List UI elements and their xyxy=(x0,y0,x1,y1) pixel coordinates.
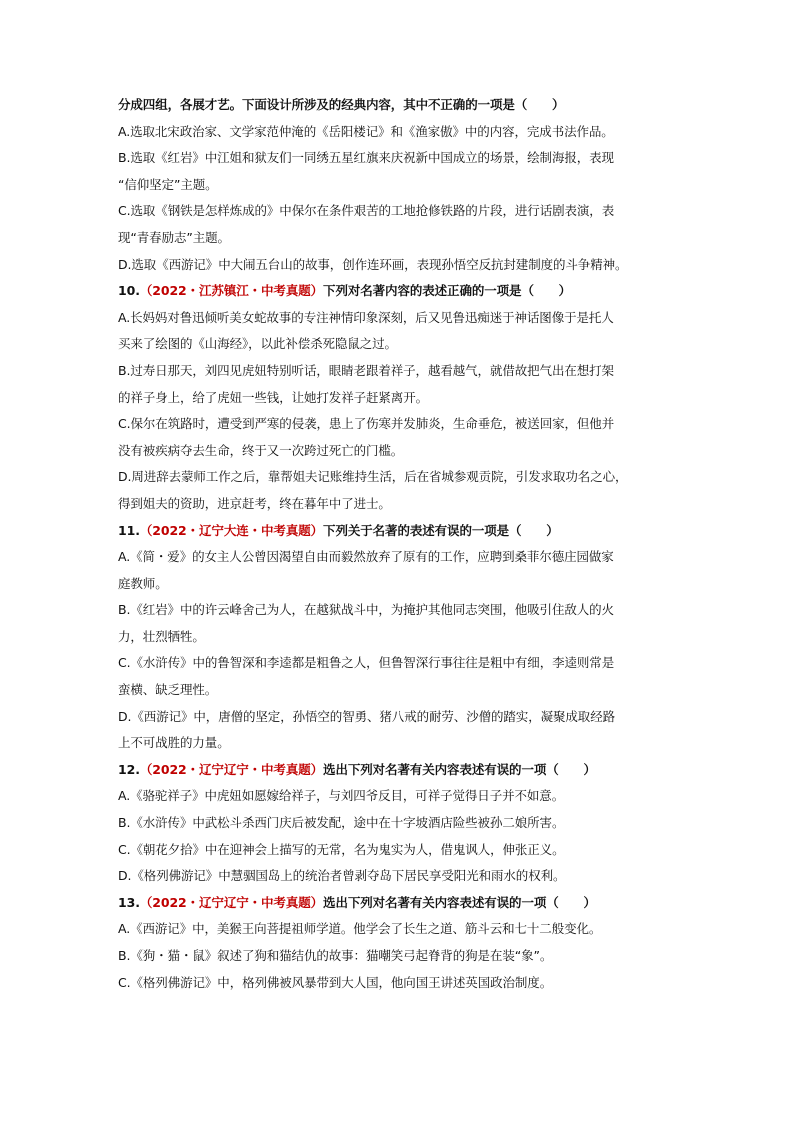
question-10-option-b-line2: 的祥子身上，给了虎妞一些钱，让她打发祥子赶紧离开。 xyxy=(118,389,429,405)
question-11-option-a-line2: 庭教师。 xyxy=(118,575,168,591)
question-source: （2022・辽宁辽宁・中考真题） xyxy=(139,894,324,910)
question-stem: 选出下列对名著有关内容表述有误的一项（ ） xyxy=(323,761,596,777)
question-9-option-a: A.选取北宋政治家、文学家范仲淹的《岳阳楼记》和《渔家傲》中的内容，完成书法作品。 xyxy=(118,123,614,139)
question-10-option-c-line2: 没有被疾病夺去生命，终于又一次跨过死亡的门槛。 xyxy=(118,442,404,458)
question-stem: 下列关于名著的表述有误的一项是（ ） xyxy=(323,522,559,538)
question-11-option-d-line2: 上不可战胜的力量。 xyxy=(118,735,230,751)
question-10-option-b-line1: B.过寿日那天，刘四见虎妞特别听话，眼睛老跟着祥子，越看越气，就借故把气出在想打架 xyxy=(118,362,614,378)
question-13-option-b: B.《狗・猫・鼠》叙述了狗和猫结仇的故事：猫嘲笑弓起脊背的狗是在装“象”。 xyxy=(118,948,553,963)
question-13-option-c: C.《格列佛游记》中，格列佛被风暴带到大人国，他向国王讲述英国政治制度。 xyxy=(118,974,553,990)
question-13-option-a: A.《西游记》中，美猴王向菩提祖师学道。他学会了长生之道、筋斗云和七十二般变化。 xyxy=(118,921,602,937)
question-source: （2022・辽宁大连・中考真题） xyxy=(139,522,324,538)
question-11-option-a-line1: A.《简・爱》的女主人公曾因渴望自由而毅然放弃了原有的工作，应聘到桑菲尔德庄园做家 xyxy=(118,549,614,565)
question-source: （2022・江苏镇江・中考真题） xyxy=(139,283,324,299)
question-11-option-b-line2: 力，壮烈牺牲。 xyxy=(118,628,205,644)
question-12-option-c: C.《朝花夕拾》中在迎神会上描写的无常，名为鬼实为人，借鬼讽人，伸张正义。 xyxy=(118,841,565,857)
question-12-option-a: A.《骆驼祥子》中虎妞如愿嫁给祥子，与刘四爷反目，可祥子觉得日子并不如意。 xyxy=(118,788,565,804)
question-11-option-c-line2: 蛮横、缺乏理性。 xyxy=(118,682,218,698)
question-number: 10. xyxy=(118,283,140,299)
question-12-option-b: B.《水浒传》中武松斗杀西门庆后被发配，途中在十字坡酒店险些被孙二娘所害。 xyxy=(118,815,565,831)
question-number: 13. xyxy=(118,894,140,910)
document-page xyxy=(118,92,684,996)
question-source: （2022・辽宁辽宁・中考真题） xyxy=(139,761,324,777)
question-10-header xyxy=(118,278,684,305)
question-12-header xyxy=(118,757,684,784)
question-10-option-d-line2: 得到姐夫的资助，进京赶考，终在暮年中了进士。 xyxy=(118,495,391,511)
question-stem: 选出下列对名著有关内容表述有误的一项（ ） xyxy=(323,894,596,910)
question-12-option-d: D.《格列佛游记》中慧骃国岛上的统治者曾剥夺岛下居民享受阳光和雨水的权利。 xyxy=(118,868,566,884)
question-number: 12. xyxy=(118,761,140,777)
question-11-option-c-line1: C.《水浒传》中的鲁智深和李逵都是粗鲁之人，但鲁智深行事往往是粗中有细，李逵则常是 xyxy=(118,655,615,671)
question-10-option-a-line1: A.长妈妈对鲁迅倾听美女蛇故事的专注神情印象深刻，后又见鲁迅痴迷于神话图像于是托人 xyxy=(118,309,614,325)
question-10-option-a-line2: 买来了绘图的《山海经》，以此补偿杀死隐鼠之过。 xyxy=(118,336,397,352)
question-9-option-c-line2: 现“青春励志”主题。 xyxy=(118,229,230,245)
question-9-stem: 分成四组，各展才艺。下面设计所涉及的经典内容，其中不正确的一项是（ ） xyxy=(118,97,565,112)
question-11-option-b-line1: B.《红岩》中的许云峰舍己为人，在越狱战斗中，为掩护其他同志突围，他吸引住敌人的火 xyxy=(118,602,614,618)
question-9-option-d: D.选取《西游记》中大闹五台山的故事，创作连环画，表现孙悟空反抗封建制度的斗争精神。 xyxy=(118,256,628,272)
question-9-option-c-line1: C.选取《钢铁是怎样炼成的》中保尔在条件艰苦的工地抢修铁路的片段，进行话剧表演，表 xyxy=(118,203,615,219)
question-11-option-d-line1: D.《西游记》中，唐僧的坚定，孙悟空的智勇、猪八戒的耐劳、沙僧的踏实，凝聚成取经路 xyxy=(118,708,616,724)
question-10-option-c-line1: C.保尔在筑路时，遭受到严寒的侵袭，患上了伤寒并发肺炎，生命垂危，被送回家，但他并 xyxy=(118,416,615,432)
question-number: 11. xyxy=(118,522,140,538)
question-11-header xyxy=(118,518,684,545)
question-13-header xyxy=(118,890,684,917)
question-stem: 下列对名著内容的表述正确的一项是（ ） xyxy=(323,283,572,299)
question-9-option-b-line2: “信仰坚定”主题。 xyxy=(118,176,218,192)
question-9-option-b-line1: B.选取《红岩》中江姐和狱友们一同绣五星红旗来庆祝新中国成立的场景，绘制海报，表现 xyxy=(118,150,614,166)
question-10-option-d-line1: D.周进辞去蒙师工作之后，靠帮姐夫记账维持生活，后在省城参观贡院，引发求取功名之心， xyxy=(118,469,628,485)
